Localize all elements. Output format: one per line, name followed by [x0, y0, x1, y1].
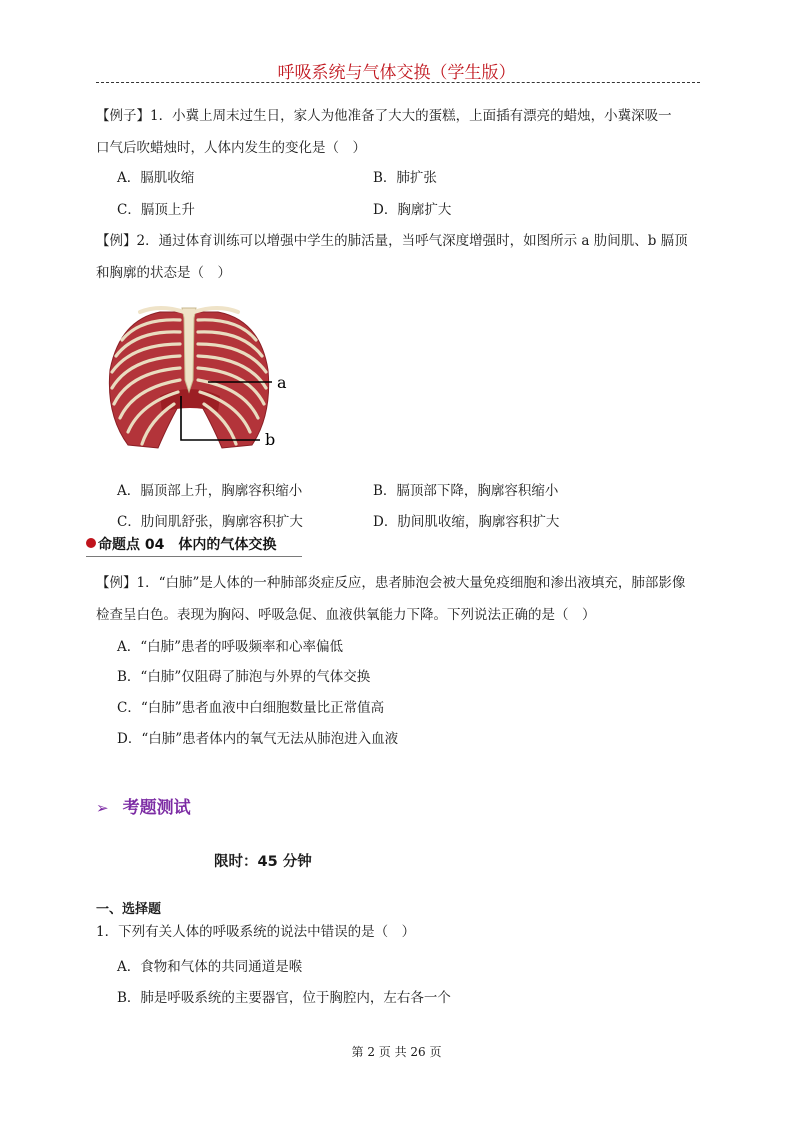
- example3-option-b: B．“白肺”仅阻碍了肺泡与外界的气体交换: [117, 669, 371, 685]
- section-heading: [86, 534, 302, 557]
- question1-stem: 1．下列有关人体的呼吸系统的说法中错误的是（ ）: [96, 924, 416, 940]
- example1-line1: 【例子】1．小冀上周末过生日，家人为他准备了大大的蛋糕，上面插有漂亮的蜡烛，小冀深吸一: [96, 108, 672, 124]
- header-divider: [96, 82, 700, 83]
- document-title: 呼吸系统与气体交换（学生版）: [277, 63, 516, 83]
- example1-option-b: B．肺扩张: [373, 170, 437, 186]
- example1-option-a: A．膈肌收缩: [117, 170, 195, 186]
- bullet-dot-icon: [86, 538, 96, 548]
- quiz-heading: [96, 793, 191, 818]
- example3-line1: 【例】1．“白肺”是人体的一种肺部炎症反应，患者肺泡会被大量免疫细胞和渗出液填充，肺部影像: [96, 575, 686, 591]
- question1-option-a: A．食物和气体的共同通道是喉: [117, 959, 303, 975]
- example2-option-d: D．肋间肌收缩，胸廓容积扩大: [373, 514, 560, 530]
- question1-option-b: B．肺是呼吸系统的主要器官，位于胸腔内，左右各一个: [117, 990, 451, 1006]
- page-number: 第 2 页 共 26 页: [351, 1045, 442, 1059]
- figure-label-a: a: [277, 373, 287, 392]
- ribcage-figure: [100, 300, 300, 455]
- example1-line2: 口气后吹蜡烛时，人体内发生的变化是（ ）: [96, 140, 366, 156]
- arrow-bullet-icon: ➢: [96, 799, 109, 817]
- ribcage-illustration: [100, 300, 300, 455]
- example3-option-a: A．“白肺”患者的呼吸频率和心率偏低: [117, 639, 344, 655]
- figure-label-b: b: [265, 430, 276, 449]
- section-title: 命题点 04 体内的气体交换: [98, 537, 277, 553]
- example2-option-c: C．肋间肌舒张，胸廓容积扩大: [117, 514, 303, 530]
- example3-option-d: D．“白肺”患者体内的氧气无法从肺泡进入血液: [117, 731, 399, 747]
- part-title: 一、选择题: [96, 902, 162, 917]
- quiz-title: 考题测试: [122, 798, 191, 818]
- example2-line2: 和胸廓的状态是（ ）: [96, 265, 231, 281]
- example2-line1: 【例】2．通过体育训练可以增强中学生的肺活量，当呼气深度增强时，如图所示 a 肋间肌、b 膈顶: [96, 233, 688, 249]
- example2-option-b: B．膈顶部下降，胸廓容积缩小: [373, 483, 559, 499]
- example3-option-c: C．“白肺”患者血液中白细胞数量比正常值高: [117, 700, 385, 716]
- example1-option-d: D．胸廓扩大: [373, 202, 452, 218]
- time-limit: 限时：45 分钟: [214, 854, 312, 870]
- example3-line2: 检查呈白色。表现为胸闷、呼吸急促、血液供氧能力下降。下列说法正确的是（ ）: [96, 607, 596, 623]
- example2-option-a: A．膈顶部上升，胸廓容积缩小: [117, 483, 303, 499]
- example1-option-c: C．膈顶上升: [117, 202, 195, 218]
